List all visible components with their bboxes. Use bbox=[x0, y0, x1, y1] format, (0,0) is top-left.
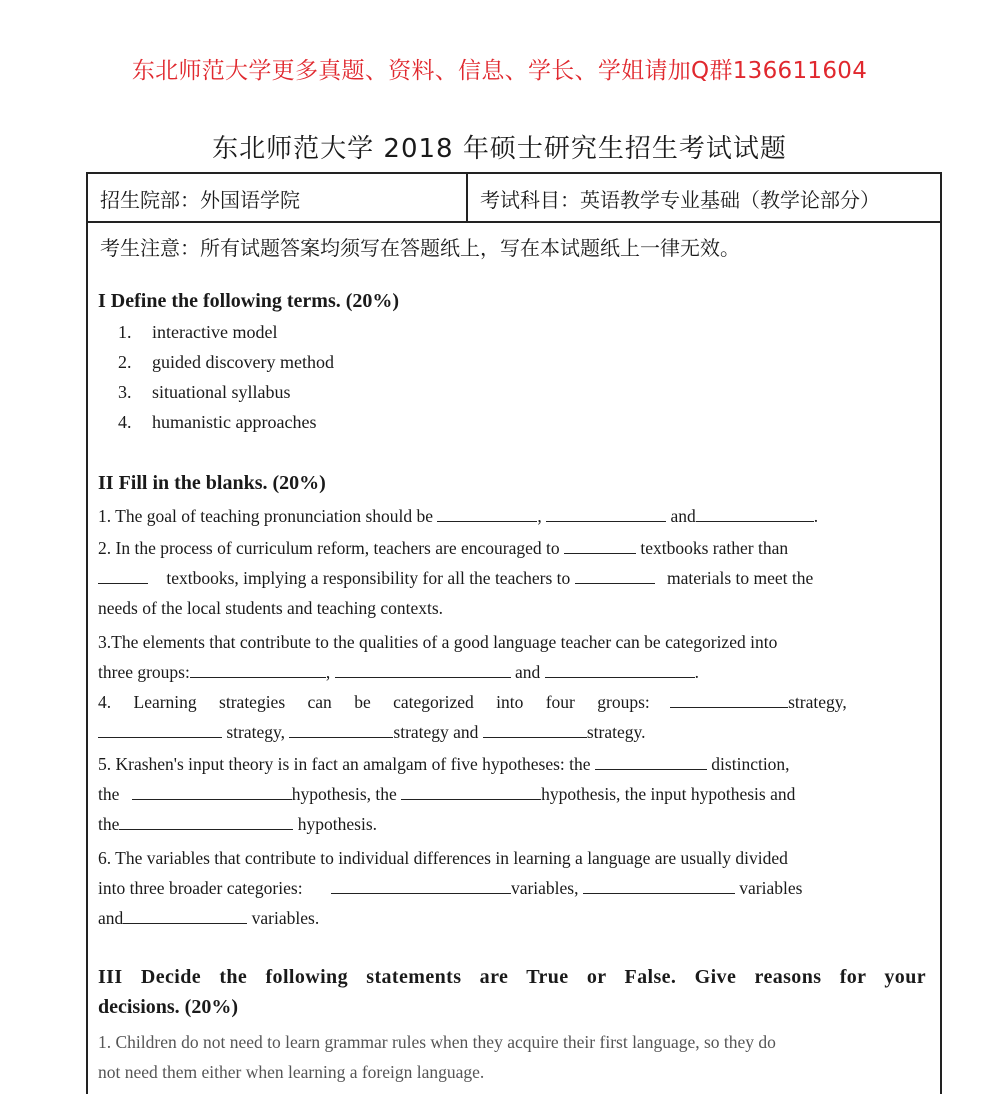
fill-question-6-cont bbox=[98, 878, 926, 899]
fill-question-5-cont bbox=[98, 784, 926, 805]
term-text: interactive model bbox=[152, 322, 278, 342]
fill-question-5-end bbox=[98, 814, 926, 835]
exam-paper-frame bbox=[86, 172, 942, 1094]
section3-title-cont: decisions. (20%) bbox=[98, 996, 238, 1018]
department-cell: 招生院部：外国语学院 bbox=[100, 188, 300, 212]
q1-and: and bbox=[670, 506, 696, 526]
answer-blank bbox=[437, 507, 537, 522]
fill-question-6-end bbox=[98, 908, 926, 929]
fill-question-2-end bbox=[98, 598, 926, 619]
answer-blank bbox=[119, 815, 293, 830]
fill-question-1 bbox=[98, 506, 926, 527]
candidate-notice: 考生注意：所有试题答案均须写在答题纸上，写在本试题纸上一律无效。 bbox=[100, 236, 740, 260]
answer-blank bbox=[401, 785, 541, 800]
q3-text-a: 3.The elements that contribute to the qualities of a good language teacher can be categorized into bbox=[98, 632, 778, 652]
q3-and: and bbox=[514, 662, 541, 682]
q2-text-a: 2. In the process of curriculum reform, teachers are encouraged to bbox=[98, 538, 560, 558]
answer-blank bbox=[583, 879, 735, 894]
answer-blank bbox=[190, 663, 326, 678]
section1-title: I Define the following terms. (20%) bbox=[98, 290, 400, 312]
q4-word: be bbox=[354, 692, 371, 712]
fill-question-5 bbox=[98, 754, 926, 775]
q3-period: . bbox=[694, 662, 700, 682]
q5-the-2: the bbox=[98, 814, 120, 834]
answer-blank bbox=[545, 663, 695, 678]
q4-strategy-and: strategy and bbox=[393, 722, 479, 742]
fill-question-3 bbox=[98, 632, 926, 653]
q2-text-b: textbooks rather than bbox=[640, 538, 789, 558]
header-row bbox=[88, 174, 940, 223]
q5-hyp-c: hypothesis. bbox=[297, 814, 378, 834]
q6-variables-2: variables bbox=[739, 878, 803, 898]
q6-text-a: 6. The variables that contribute to individual differences in learning a language are usually divided bbox=[98, 848, 788, 868]
q2-text-d: materials to meet the bbox=[667, 568, 814, 588]
term-text: guided discovery method bbox=[152, 352, 334, 372]
exam-title: 东北师范大学 2018 年硕士研究生招生考试试题 bbox=[212, 134, 787, 164]
fill-question-3-cont bbox=[98, 662, 926, 683]
q6-text-b: into three broader categories: bbox=[98, 878, 303, 898]
q6-variables: variables, bbox=[510, 878, 579, 898]
answer-blank bbox=[546, 507, 666, 522]
answer-blank bbox=[123, 909, 247, 924]
q2-text-e: needs of the local students and teaching contexts. bbox=[98, 598, 444, 618]
answer-blank bbox=[483, 723, 587, 738]
q4-word: strategies bbox=[219, 692, 286, 712]
term-item bbox=[118, 322, 277, 343]
q1-text: 1. The goal of teaching pronunciation should be bbox=[98, 506, 434, 526]
q2-text-c: textbooks, implying a responsibility for all the teachers to bbox=[166, 568, 571, 588]
promo-banner: 东北师范大学更多真题、资料、信息、学长、学姐请加Q群136611604 bbox=[131, 58, 868, 84]
term-number: 1. bbox=[118, 322, 132, 342]
answer-blank bbox=[289, 723, 393, 738]
section2-title: II Fill in the blanks. (20%) bbox=[98, 472, 326, 494]
q4-word: four bbox=[545, 692, 575, 712]
term-item bbox=[118, 352, 334, 373]
answer-blank bbox=[670, 693, 788, 708]
answer-blank bbox=[98, 569, 148, 584]
q4-strategy-end: strategy. bbox=[586, 722, 646, 742]
term-number: 3. bbox=[118, 382, 132, 402]
header-divider bbox=[466, 174, 468, 221]
term-number: 4. bbox=[118, 412, 132, 432]
term-item bbox=[118, 382, 291, 403]
section3-title: III Decide the following statements are True or False. Give reasons for your bbox=[98, 966, 926, 988]
q4-num: 4. bbox=[98, 692, 112, 712]
term-number: 2. bbox=[118, 352, 132, 372]
fill-question-4 bbox=[98, 692, 926, 713]
q4-word: into bbox=[496, 692, 524, 712]
q6-and: and bbox=[98, 908, 124, 928]
fill-question-2-cont bbox=[98, 568, 926, 589]
tf-question-1: 1. Children do not need to learn grammar rules when they acquire their first language, so they do bbox=[98, 1032, 776, 1052]
q5-hyp-a: hypothesis, the bbox=[291, 784, 397, 804]
q1-comma: , bbox=[537, 506, 542, 526]
q4-strategy: strategy, bbox=[788, 692, 847, 712]
answer-blank bbox=[595, 755, 707, 770]
answer-blank bbox=[98, 723, 222, 738]
q4-word: categorized bbox=[393, 692, 474, 712]
subject-cell: 考试科目：英语教学专业基础（教学论部分） bbox=[480, 188, 880, 212]
q5-distinction: distinction, bbox=[711, 754, 790, 774]
tf-question-1-cont: not need them either when learning a foreign language. bbox=[98, 1062, 485, 1082]
q4-word: Learning bbox=[133, 692, 197, 712]
q4-strategy: strategy, bbox=[226, 722, 286, 742]
answer-blank bbox=[564, 539, 636, 554]
answer-blank bbox=[335, 663, 511, 678]
q6-variables-3: variables. bbox=[251, 908, 320, 928]
answer-blank bbox=[696, 507, 814, 522]
answer-blank bbox=[132, 785, 292, 800]
fill-question-4-cont bbox=[98, 722, 926, 743]
q5-text-a: 5. Krashen's input theory is in fact an amalgam of five hypotheses: the bbox=[98, 754, 591, 774]
q5-the: the bbox=[98, 784, 120, 804]
q3-text-b: three groups: bbox=[98, 662, 190, 682]
q3-comma: , bbox=[325, 662, 331, 682]
term-text: situational syllabus bbox=[152, 382, 291, 402]
answer-blank bbox=[575, 569, 655, 584]
fill-question-2 bbox=[98, 538, 926, 559]
term-text: humanistic approaches bbox=[152, 412, 317, 432]
q1-period: . bbox=[813, 506, 819, 526]
fill-question-6 bbox=[98, 848, 926, 869]
q5-hyp-b: hypothesis, the input hypothesis and bbox=[541, 784, 796, 804]
q4-word: can bbox=[307, 692, 332, 712]
term-item bbox=[118, 412, 316, 433]
answer-blank bbox=[331, 879, 511, 894]
q4-word: groups: bbox=[597, 692, 650, 712]
